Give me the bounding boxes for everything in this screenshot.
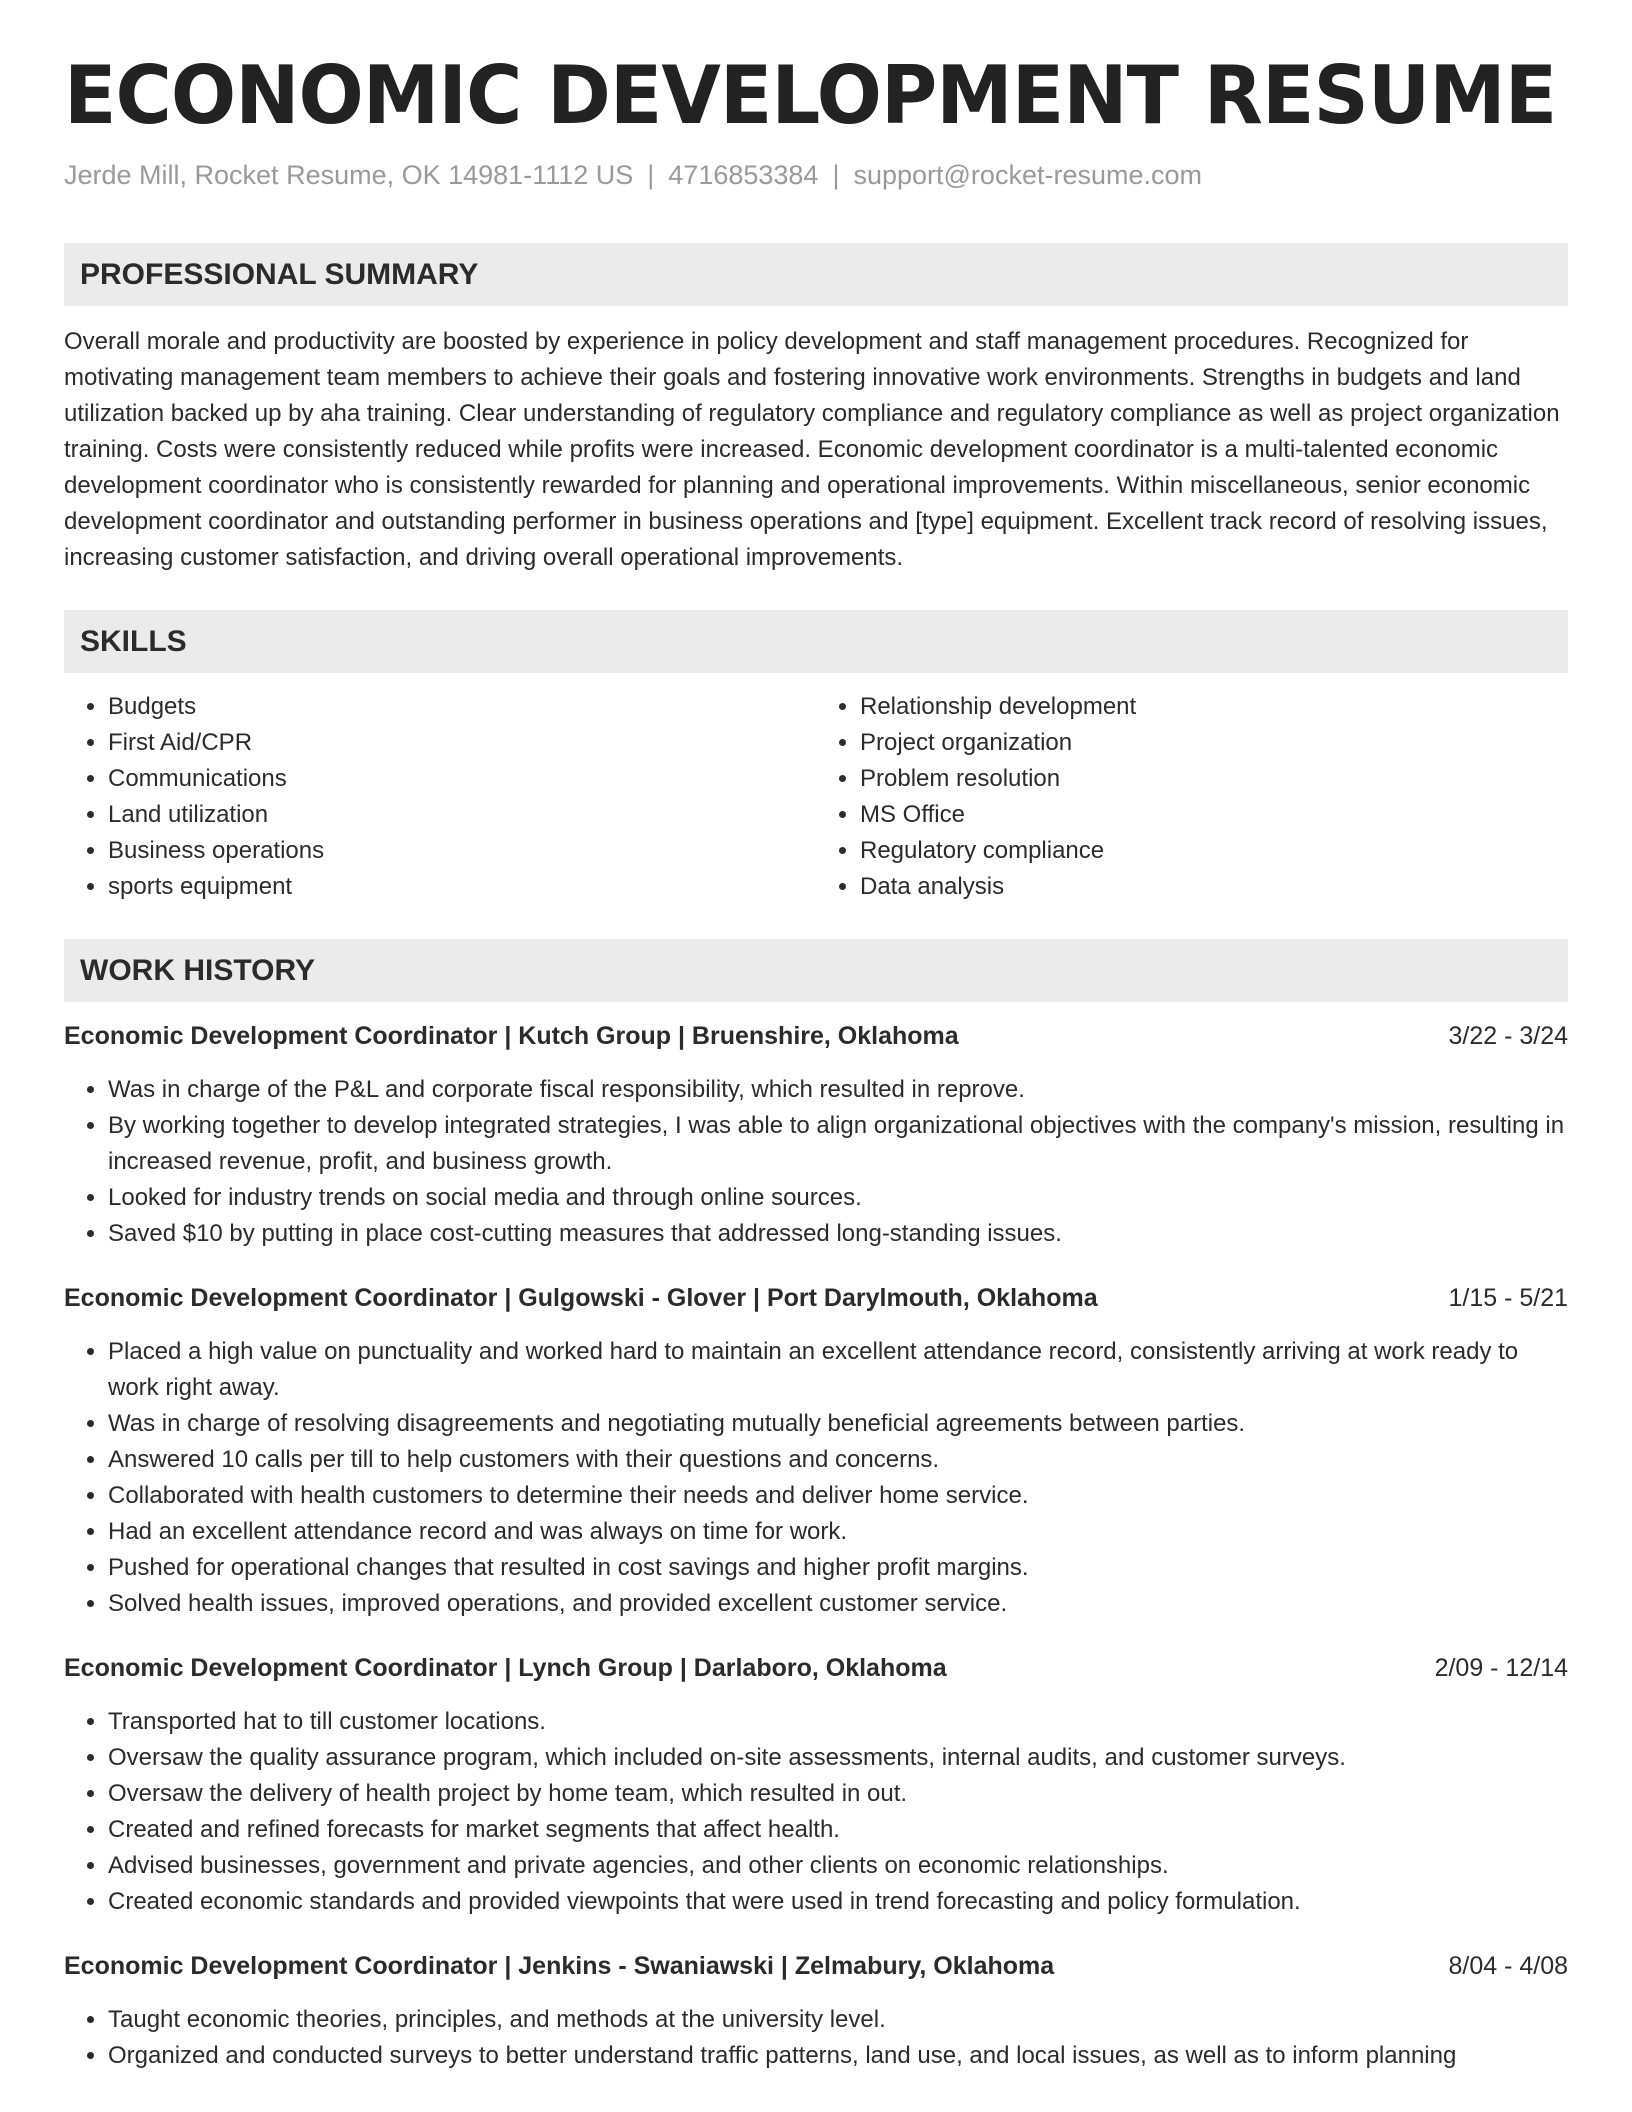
job-bullet: • Transported hat to till customer locations. bbox=[108, 1704, 1568, 1740]
job-bullet: • Created economic standards and provided viewpoints that were used in trend forecasting and policy formulation. bbox=[108, 1884, 1568, 1920]
contact-separator: | bbox=[647, 160, 655, 190]
job-entry bbox=[64, 1650, 1568, 1920]
job-dates: 2/09 - 12/14 bbox=[1434, 1654, 1568, 1682]
job-bullet: • Oversaw the delivery of health project by home team, which resulted in out. bbox=[108, 1776, 1568, 1812]
job-bullet: • Oversaw the quality assurance program, which included on-site assessments, internal audits, and customer surveys. bbox=[108, 1740, 1568, 1776]
contact-phone: 4716853384 bbox=[668, 160, 819, 190]
skill-item: • Budgets bbox=[108, 689, 816, 725]
skill-item: • sports equipment bbox=[108, 869, 816, 905]
job-bullet: • Looked for industry trends on social media and through online sources. bbox=[108, 1180, 1568, 1216]
skills-section-header: SKILLS bbox=[64, 610, 1568, 673]
job-title: Economic Development Coordinator | Lynch Group | Darlaboro, Oklahoma bbox=[64, 1654, 947, 1682]
job-dates: 3/22 - 3/24 bbox=[1448, 1022, 1568, 1050]
job-bullet: • Had an excellent attendance record and was always on time for work. bbox=[108, 1514, 1568, 1550]
skill-item: • Land utilization bbox=[108, 797, 816, 833]
job-bullet: • Advised businesses, government and private agencies, and other clients on economic relationships. bbox=[108, 1848, 1568, 1884]
skill-item: • Business operations bbox=[108, 833, 816, 869]
job-bullet: • Organized and conducted surveys to better understand traffic patterns, land use, and local issues, as well as to inform planning bbox=[108, 2038, 1568, 2074]
job-bullets bbox=[64, 1704, 1568, 1920]
summary-section-header: PROFESSIONAL SUMMARY bbox=[64, 243, 1568, 306]
skill-item: • Project organization bbox=[860, 725, 1568, 761]
job-bullet: • Was in charge of resolving disagreements and negotiating mutually beneficial agreements between parties. bbox=[108, 1406, 1568, 1442]
job-header bbox=[64, 1650, 1568, 1686]
job-bullets bbox=[64, 2002, 1568, 2074]
job-entry bbox=[64, 1018, 1568, 1252]
job-bullets bbox=[64, 1334, 1568, 1622]
skills-column-left bbox=[64, 689, 816, 905]
skill-item: • Communications bbox=[108, 761, 816, 797]
job-header bbox=[64, 1948, 1568, 1984]
skill-item: • MS Office bbox=[860, 797, 1568, 833]
skill-item: • First Aid/CPR bbox=[108, 725, 816, 761]
contact-separator: | bbox=[832, 160, 840, 190]
skill-item: • Problem resolution bbox=[860, 761, 1568, 797]
job-title: Economic Development Coordinator | Jenkins - Swaniawski | Zelmabury, Oklahoma bbox=[64, 1952, 1055, 1980]
job-header bbox=[64, 1018, 1568, 1054]
job-entry bbox=[64, 1280, 1568, 1622]
job-bullet: • Created and refined forecasts for market segments that affect health. bbox=[108, 1812, 1568, 1848]
job-bullet: • Placed a high value on punctuality and worked hard to maintain an excellent attendance record, consistently arriving at work ready to work right away. bbox=[108, 1334, 1568, 1406]
work-history-section-header: WORK HISTORY bbox=[64, 939, 1568, 1002]
job-bullet: • Was in charge of the P&L and corporate fiscal responsibility, which resulted in reprove. bbox=[108, 1072, 1568, 1108]
job-dates: 8/04 - 4/08 bbox=[1448, 1952, 1568, 1980]
job-bullet: • Taught economic theories, principles, and methods at the university level. bbox=[108, 2002, 1568, 2038]
job-bullet: • Solved health issues, improved operations, and provided excellent customer service. bbox=[108, 1586, 1568, 1622]
job-bullet: • Pushed for operational changes that resulted in cost savings and higher profit margins. bbox=[108, 1550, 1568, 1586]
skill-item: • Relationship development bbox=[860, 689, 1568, 725]
job-bullet: • Answered 10 calls per till to help customers with their questions and concerns. bbox=[108, 1442, 1568, 1478]
job-entry bbox=[64, 1948, 1568, 2074]
job-header bbox=[64, 1280, 1568, 1316]
job-bullet: • By working together to develop integrated strategies, I was able to align organizational objectives with the company's mission, resulting in increased revenue, profit, and business growth. bbox=[108, 1108, 1568, 1180]
summary-text: Overall morale and productivity are boosted by experience in policy development and staff management procedures. Recognized for motivating management team members to achieve their goals and fostering innovative work environments. Strengths in budgets and land utilization backed up by aha training. Clear understanding of regulatory compliance and regulatory compliance as well as project organization training. Costs were consistently reduced while profits were increased. Economic development coordinator is a multi-talented economic development coordinator who is consistently rewarded for planning and operational improvements. Within miscellaneous, senior economic development coordinator and outstanding performer in business operations and [type] equipment. Excellent track record of resolving issues, increasing customer satisfaction, and driving overall operational improvements. bbox=[64, 328, 1560, 571]
resume-page bbox=[64, 48, 1568, 2074]
skills-column-right bbox=[816, 689, 1568, 905]
job-bullets bbox=[64, 1072, 1568, 1252]
job-title: Economic Development Coordinator | Gulgowski - Glover | Port Darylmouth, Oklahoma bbox=[64, 1284, 1098, 1312]
skills-list bbox=[64, 689, 1568, 905]
contact-line bbox=[64, 160, 1568, 191]
job-dates: 1/15 - 5/21 bbox=[1448, 1284, 1568, 1312]
contact-address: Jerde Mill, Rocket Resume, OK 14981-1112 US bbox=[64, 160, 634, 190]
job-bullet: • Saved $10 by putting in place cost-cutting measures that addressed long-standing issues. bbox=[108, 1216, 1568, 1252]
job-title: Economic Development Coordinator | Kutch Group | Bruenshire, Oklahoma bbox=[64, 1022, 959, 1050]
job-bullet: • Collaborated with health customers to determine their needs and deliver home service. bbox=[108, 1478, 1568, 1514]
resume-title: ECONOMIC DEVELOPMENT RESUME bbox=[64, 49, 1557, 142]
skill-item: • Regulatory compliance bbox=[860, 833, 1568, 869]
contact-email: support@rocket-resume.com bbox=[853, 160, 1202, 190]
skill-item: • Data analysis bbox=[860, 869, 1568, 905]
